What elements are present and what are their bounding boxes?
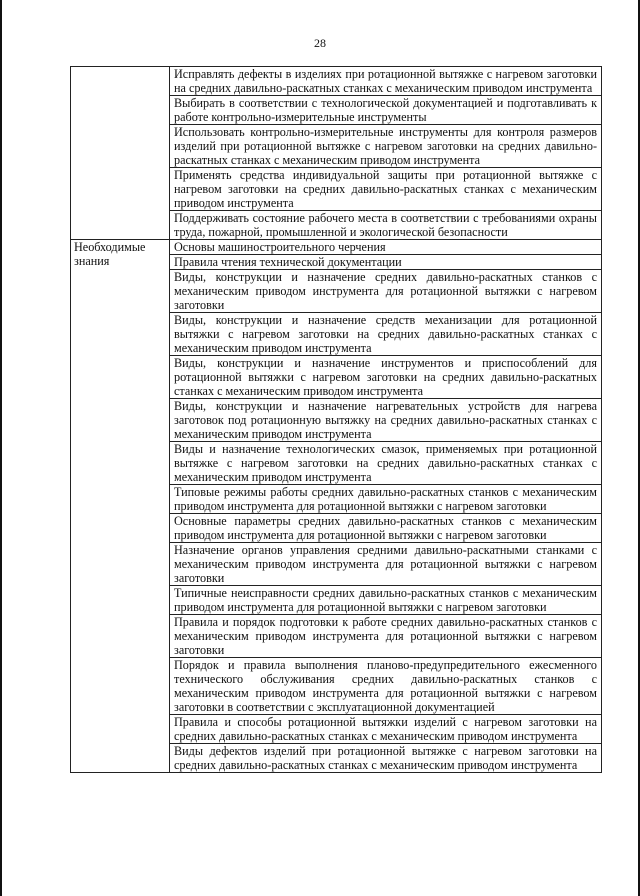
skill-item: Исправлять дефекты в изделиях при ротационной вытяжке с нагревом заготовки на средних давильно-раскатных станках с механическим приводом инструмента [170, 67, 602, 96]
knowledge-item: Назначение органов управления средними давильно-раскатными станками с механическим приводом инструмента для ротационной вытяжки с нагревом заготовки [170, 543, 602, 586]
page-number: 28 [314, 36, 326, 50]
knowledge-item: Основные параметры средних давильно-раскатных станков с механическим приводом инструмента для ротационной вытяжки с нагревом заготовки [170, 514, 602, 543]
knowledge-item: Правила и способы ротационной вытяжки изделий с нагревом заготовки на средних давильно-раскатных станках с механическим приводом инструмента [170, 715, 602, 744]
knowledge-item: Типовые режимы работы средних давильно-раскатных станков с механическим приводом инструмента для ротационной вытяжки с нагревом заготовки [170, 485, 602, 514]
knowledge-item: Виды, конструкции и назначение инструментов и приспособлений для ротационной вытяжки с нагревом заготовки на средних давильно-раскатных станках с механическим приводом инструмента [170, 356, 602, 399]
table-row [71, 67, 602, 96]
skill-item: Поддерживать состояние рабочего места в соответствии с требованиями охраны труда, пожарной, промышленной и экологической безопасности [170, 211, 602, 240]
knowledge-item: Виды, конструкции и назначение нагревательных устройств для нагрева заготовок под ротационную вытяжку на средних давильно-раскатных станках с механическим приводом инструмента [170, 399, 602, 442]
knowledge-item: Типичные неисправности средних давильно-раскатных станков с механическим приводом инструмента для ротационной вытяжки с нагревом заготовки [170, 586, 602, 615]
skill-item: Применять средства индивидуальной защиты при ротационной вытяжке с нагревом заготовки на средних давильно-раскатных станках с механическим приводом инструмента [170, 168, 602, 211]
knowledge-label: Необходимые знания [71, 240, 170, 773]
knowledge-item: Виды дефектов изделий при ротационной вытяжке с нагревом заготовки на средних давильно-раскатных станках с механическим приводом инструмента [170, 744, 602, 773]
table-row [71, 240, 602, 255]
skill-item: Использовать контрольно-измерительные инструменты для контроля размеров изделий при ротационной вытяжке с нагревом заготовки на средних давильно-раскатных станках с механическим приводом инструмента [170, 125, 602, 168]
skills-label-cell [71, 67, 170, 240]
skill-item: Выбирать в соответствии с технологической документацией и подготавливать к работе контрольно-измерительные инструменты [170, 96, 602, 125]
left-scan-edge [0, 0, 2, 896]
knowledge-item: Правила чтения технической документации [170, 255, 602, 270]
knowledge-item: Правила и порядок подготовки к работе средних давильно-раскатных станков с механическим приводом инструмента для ротационной вытяжки с нагревом заготовки [170, 615, 602, 658]
knowledge-item: Виды, конструкции и назначение средних давильно-раскатных станков с механическим приводом инструмента для ротационной вытяжки с нагревом заготовки [170, 270, 602, 313]
knowledge-item: Основы машиностроительного черчения [170, 240, 602, 255]
knowledge-item: Виды, конструкции и назначение средств механизации для ротационной вытяжки с нагревом заготовки на средних давильно-раскатных станках с механическим приводом инструмента [170, 313, 602, 356]
requirements-table [70, 66, 602, 773]
knowledge-item: Порядок и правила выполнения планово-предупредительного ежесменного технического обслуживания средних давильно-раскатных станков с механическим приводом инструмента для ротационной вытяжки с нагревом заготовки в соответствии с эксплуатационной документацией [170, 658, 602, 715]
knowledge-item: Виды и назначение технологических смазок, применяемых при ротационной вытяжке с нагревом заготовки на средних давильно-раскатных станках с механическим приводом инструмента [170, 442, 602, 485]
